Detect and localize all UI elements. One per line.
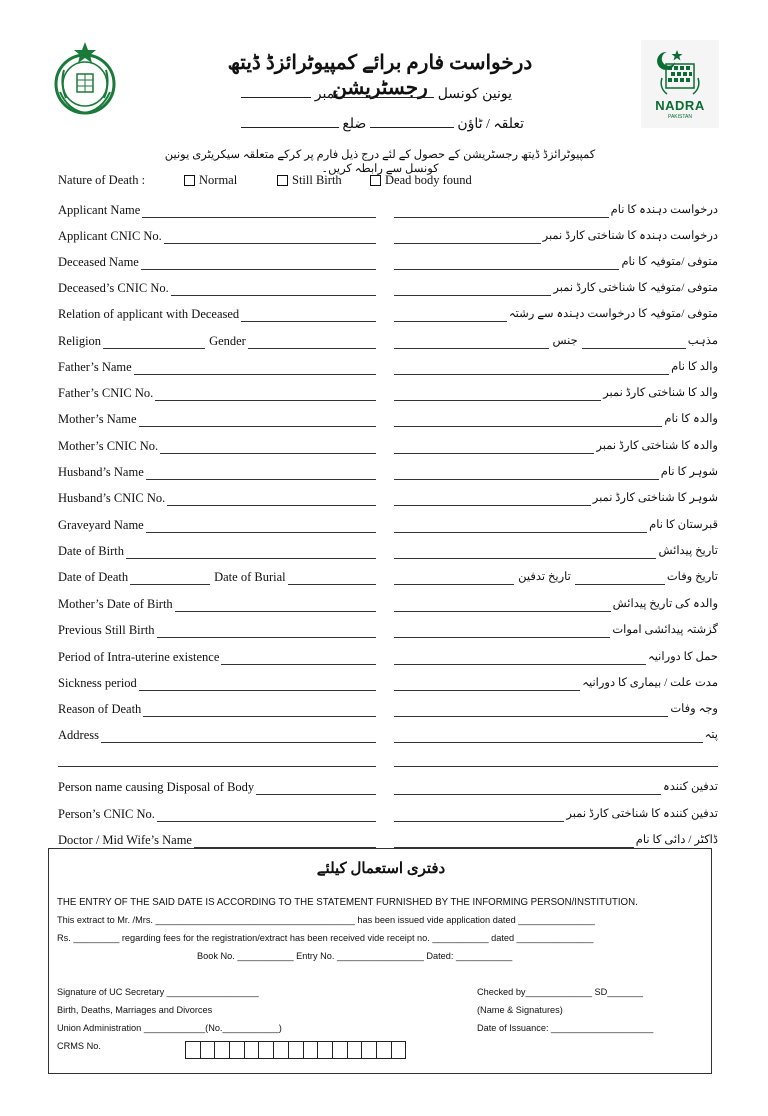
date-of-burial-urdu-field[interactable] [394,573,514,585]
crms-digit-box[interactable] [317,1041,333,1059]
instruction-text: کمپیوٹرائزڈ ڈیتھ رجسٹریشن کے حصول کے لئے درج ذیل فارم پر کرکے متعلقہ سیکریٹری یونین کونسل سے رابطہ کریں۔ [164,149,596,175]
deceased-cnic-field[interactable] [171,282,376,296]
deceased-name-label: Deceased Name [58,255,139,269]
deceased-name-field[interactable] [141,256,376,270]
date-of-death-field[interactable] [130,571,210,585]
mother-cnic-row [58,434,718,454]
mother-name-urdu-label: والدہ کا نام [664,413,718,425]
sickness-period-field[interactable] [139,677,376,691]
husband-cnic-urdu-label: شوہر کا شناختی کارڈ نمبر [592,492,718,504]
address-row [58,723,718,743]
mother-cnic-field[interactable] [160,440,376,454]
tehsil-field[interactable] [370,116,454,128]
office-extract-line: This extract to Mr. /Mrs. _______________________________________ has been issued vide application dated _______________ [57,915,595,925]
father-cnic-urdu-label: والد کا شناختی کارڈ نمبر [603,387,718,399]
intra-uterine-field[interactable] [221,651,376,665]
intra-uterine-urdu-label: حمل کا دورانیہ [647,651,718,663]
father-cnic-field[interactable] [155,387,376,401]
husband-name-urdu-field[interactable] [394,468,659,480]
graveyard-field[interactable] [146,519,376,533]
still-birth-checkbox[interactable] [277,173,342,188]
reason-of-death-field[interactable] [143,703,376,717]
address-field[interactable] [101,729,376,743]
intra-uterine-label: Period of Intra-uterine existence [58,650,220,664]
address-urdu-field[interactable] [394,731,703,743]
father-cnic-row [58,381,718,401]
mother-dob-urdu-field[interactable] [394,600,611,612]
date-of-burial-field[interactable] [288,571,376,585]
office-statement: THE ENTRY OF THE SAID DATE IS ACCORDING TO THE STATEMENT FURNISHED BY THE INFORMING PERSON/INSTITUTION. [57,897,638,908]
gender-label: Gender [209,334,246,348]
husband-cnic-urdu-field[interactable] [394,494,591,506]
dob-row [58,539,718,559]
reason-of-death-urdu-field[interactable] [394,705,668,717]
gender-urdu-label: جنس [552,335,578,347]
husband-name-urdu-label: شوہر کا نام [660,466,718,478]
previous-still-birth-urdu-field[interactable] [394,626,610,638]
previous-still-birth-row [58,618,718,638]
disposal-cnic-urdu-label: تدفین کنندہ کا شناختی کارڈ نمبر [566,808,718,820]
doctor-urdu-label: ڈاکٹر / دائی کا نام [635,834,718,846]
gender-urdu-field[interactable] [394,337,549,349]
date-of-issuance-line: Date of Issuance: ____________________ [477,1023,654,1033]
union-council-label: یونین کونسل [437,87,512,102]
dead-body-found-checkbox[interactable] [370,173,472,188]
relation-label: Relation of applicant with Deceased [58,307,240,321]
crms-digit-box[interactable] [273,1041,289,1059]
applicant-name-urdu-label: درخواست دہندہ کا نام [610,204,718,216]
applicant-name-label: Applicant Name [58,203,141,217]
checkbox-box-icon [370,175,381,186]
doctor-row [58,828,718,848]
graveyard-urdu-field[interactable] [394,521,647,533]
applicant-cnic-row [58,224,718,244]
address-label: Address [58,728,99,742]
reason-of-death-urdu-label: وجہ وفات [670,703,718,715]
disposal-cnic-field[interactable] [157,808,376,822]
dob-urdu-field[interactable] [394,547,656,559]
gender-field[interactable] [248,335,376,349]
normal-label: Normal [199,173,238,187]
religion-urdu-label: مذہب [687,335,718,347]
address-urdu-label: پتہ [704,729,718,741]
disposal-person-field[interactable] [256,781,376,795]
previous-still-birth-urdu-label: گزشتہ پیدائشی اموات [612,624,718,636]
union-council-field[interactable] [342,86,434,98]
nadra-logo [641,40,719,128]
date-of-burial-urdu-label: تاریخ تدفین [518,571,571,583]
deceased-name-urdu-label: متوفی /متوفیہ کا نام [621,256,718,268]
name-signatures-line: (Name & Signatures) [477,1005,563,1015]
bdmd-line: Birth, Deaths, Marriages and Divorces [57,1005,213,1015]
relation-field[interactable] [241,308,376,322]
checkbox-box-icon [184,175,195,186]
mother-name-row [58,407,718,427]
dob-urdu-label: تاریخ پیدائش [658,545,718,557]
husband-cnic-field[interactable] [167,492,376,506]
deceased-cnic-label: Deceased’s CNIC No. [58,281,169,295]
nadra-logo-text: NADRA [655,98,705,113]
normal-checkbox[interactable] [184,173,237,188]
dob-label: Date of Birth [58,544,124,558]
mother-dob-row [58,592,718,612]
religion-urdu-field[interactable] [582,337,686,349]
father-name-urdu-field[interactable] [394,363,669,375]
office-use-section [48,848,712,1074]
mother-cnic-label: Mother’s CNIC No. [58,439,159,453]
husband-name-label: Husband’s Name [58,465,144,479]
crms-digit-box[interactable] [229,1041,245,1059]
office-fees-line: Rs. _________ regarding fees for the registration/extract has been received vide receipt no. ___________ dated _______________ [57,933,594,943]
date-of-death-label: Date of Death [58,570,129,584]
nadra-emblem-icon [653,44,707,98]
disposal-cnic-row [58,802,718,822]
district-field[interactable] [241,116,339,128]
checked-by-line: Checked by_____________ SD_______ [477,987,644,997]
deceased-name-row [58,250,718,270]
still-birth-label: Still Birth [292,173,342,187]
graveyard-label: Graveyard Name [58,518,144,532]
mother-dob-urdu-label: والدہ کی تاریخ پیدائش [612,598,718,610]
sindh-government-emblem-icon [48,40,122,118]
mother-name-field[interactable] [139,413,376,427]
deceased-cnic-urdu-field[interactable] [394,284,551,296]
dob-field[interactable] [126,545,376,559]
dead-body-found-label: Dead body found [385,173,472,187]
father-name-urdu-label: والد کا نام [671,361,718,373]
father-cnic-urdu-field[interactable] [394,389,601,401]
crms-digit-box[interactable] [361,1041,377,1059]
crms-digit-box[interactable] [391,1041,407,1059]
disposal-cnic-label: Person’s CNIC No. [58,807,155,821]
sickness-period-urdu-field[interactable] [394,679,580,691]
reason-of-death-row [58,697,718,717]
district-label: ضلع [342,117,367,132]
disposal-person-urdu-label: تدفین کنندہ [662,781,718,793]
husband-name-row [58,460,718,480]
father-name-field[interactable] [134,361,376,375]
mother-name-label: Mother’s Name [58,412,137,426]
relation-urdu-field[interactable] [394,310,507,322]
relation-row [58,302,718,322]
crms-number-boxes[interactable] [185,1041,405,1059]
nature-of-death-label: Nature of Death : [58,173,146,187]
date-of-death-row [58,565,718,585]
applicant-cnic-urdu-field[interactable] [394,232,541,244]
husband-name-field[interactable] [146,466,376,480]
crms-digit-box[interactable] [200,1041,216,1059]
crms-digit-box[interactable] [258,1041,274,1059]
crms-digit-box[interactable] [214,1041,230,1059]
address-second-line[interactable] [58,766,376,767]
date-of-death-urdu-label: تاریخ وفات [666,571,718,583]
crms-digit-box[interactable] [332,1041,348,1059]
previous-still-birth-field[interactable] [157,624,376,638]
sickness-period-label: Sickness period [58,676,137,690]
sickness-period-urdu-label: مدت علت / بیماری کا دورانیہ [582,677,718,689]
doctor-label: Doctor / Mid Wife’s Name [58,833,192,847]
date-of-burial-label: Date of Burial [214,570,286,584]
address-urdu-second-line[interactable] [394,766,718,767]
crms-label: CRMS No. [57,1041,101,1051]
mother-dob-label: Mother’s Date of Birth [58,597,173,611]
applicant-name-field[interactable] [142,204,376,218]
deceased-cnic-row [58,276,718,296]
crms-digit-box[interactable] [185,1041,201,1059]
disposal-person-row [58,775,718,795]
crms-digit-box[interactable] [376,1041,392,1059]
union-council-line [258,86,512,103]
doctor-field[interactable] [194,834,376,848]
deceased-name-urdu-field[interactable] [394,258,619,270]
uc-secretary-signature: Signature of UC Secretary __________________ [57,987,259,997]
applicant-cnic-urdu-label: درخواست دہندہ کا شناختی کارڈ نمبر [542,230,718,242]
date-of-death-urdu-field[interactable] [575,573,665,585]
relation-urdu-label: متوفی /متوفیہ کا درخواست دہندہ سے رشتہ [508,308,718,320]
father-name-row [58,355,718,375]
father-cnic-label: Father’s CNIC No. [58,386,154,400]
crms-digit-box[interactable] [347,1041,363,1059]
number-label: نمبر [314,87,339,102]
religion-label: Religion [58,334,102,348]
father-name-label: Father’s Name [58,360,132,374]
graveyard-row [58,513,718,533]
intra-uterine-row [58,645,718,665]
mother-cnic-urdu-label: والدہ کا شناختی کارڈ نمبر [596,440,718,452]
number-field[interactable] [241,86,311,98]
form-title: درخواست فارم برائے کمپیوٹرائزڈ ڈیتھ رجسٹریشن [227,52,533,99]
applicant-cnic-label: Applicant CNIC No. [58,229,162,243]
mother-cnic-urdu-field[interactable] [394,442,594,454]
applicant-cnic-field[interactable] [164,230,376,244]
union-administration-line: Union Administration ____________(No.___________) [57,1023,282,1033]
reason-of-death-label: Reason of Death [58,702,142,716]
crms-digit-box[interactable] [244,1041,260,1059]
graveyard-urdu-label: قبرستان کا نام [649,519,718,531]
crms-digit-box[interactable] [303,1041,319,1059]
sickness-period-row [58,671,718,691]
mother-name-urdu-field[interactable] [394,415,662,427]
tehsil-label: تعلقہ / ٹاؤن [457,117,524,132]
disposal-person-label: Person name causing Disposal of Body [58,780,255,794]
religion-gender-row [58,329,718,349]
office-use-title: دفتری استعمال کیلئے [316,861,446,877]
disposal-person-urdu-field[interactable] [394,783,661,795]
checkbox-box-icon [277,175,288,186]
nadra-logo-subtext: PAKISTAN [668,114,692,120]
previous-still-birth-label: Previous Still Birth [58,623,155,637]
husband-cnic-label: Husband’s CNIC No. [58,491,166,505]
husband-cnic-row [58,486,718,506]
tehsil-line [234,116,524,133]
doctor-urdu-field[interactable] [394,836,634,848]
religion-field[interactable] [103,335,205,349]
applicant-name-row [58,198,718,218]
applicant-name-urdu-field[interactable] [394,206,609,218]
deceased-cnic-urdu-label: متوفی /متوفیہ کا شناختی کارڈ نمبر [553,282,718,294]
office-book-line: Book No. ___________ Entry No. _________________ Dated: ___________ [197,951,513,961]
crms-digit-box[interactable] [288,1041,304,1059]
disposal-cnic-urdu-field[interactable] [394,810,564,822]
mother-dob-field[interactable] [175,598,376,612]
intra-uterine-urdu-field[interactable] [394,653,646,665]
